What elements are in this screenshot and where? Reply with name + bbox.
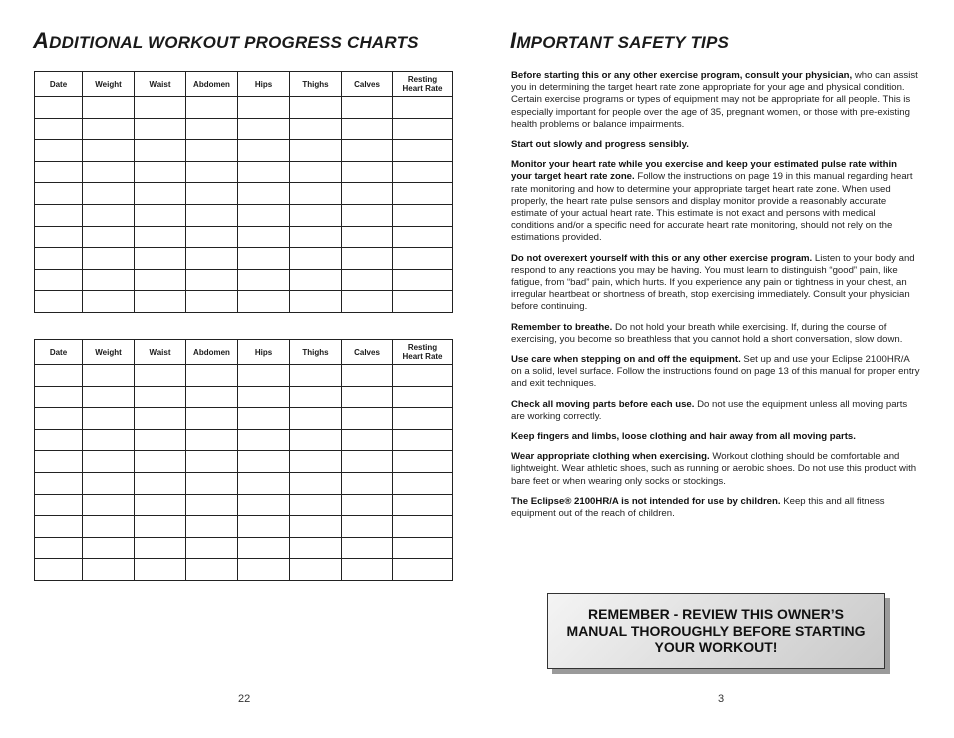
chart-cell [238, 269, 290, 291]
chart-cell [186, 97, 238, 119]
chart-cell [290, 97, 342, 119]
safety-tip-body: Follow the instructions on page 19 in this manual regarding heart rate monitoring and how to determine your appropriate target heart rate zone. When used properly, the heart rate pulse sensors and display monitor provide a reasonably accurate estimate of your actual heart rate. This estimate is not exact and persons with medical conditions and/or a specific need for accurate heart rate monitoring, should not rely on the estimations provided. [511, 171, 913, 244]
chart-header-cell: Weight [83, 72, 135, 97]
chart-cell [35, 204, 83, 226]
chart-cell [186, 183, 238, 205]
chart-row [35, 204, 453, 226]
left-title-initial: A [33, 28, 50, 53]
chart-cell [135, 429, 186, 451]
safety-tip-heading: Remember to breathe. [511, 321, 613, 333]
chart-header-cell: Calves [342, 72, 393, 97]
chart-cell [342, 97, 393, 119]
chart-header-cell: Abdomen [186, 72, 238, 97]
chart-cell [135, 118, 186, 140]
safety-tip-body: who can assist you in determining the target heart rate zone appropriate for your age and physical condition. Certain exercise programs or types of equipment may not be appropriate for all people. This is especially important for people over the age of 35, pregnant women, or those with pre-existing health problems or balance impairments. [511, 70, 918, 130]
chart-cell [290, 291, 342, 313]
chart-cell [290, 559, 342, 581]
chart-cell [393, 248, 453, 270]
safety-tip-body: Keep this and all fitness equipment out of the reach of children. [511, 495, 885, 520]
chart-cell [135, 226, 186, 248]
chart-header-cell: Waist [135, 72, 186, 97]
chart-cell [35, 183, 83, 205]
chart-cell [342, 183, 393, 205]
chart-cell [83, 451, 135, 473]
chart-row [35, 248, 453, 270]
chart-cell [135, 97, 186, 119]
chart-cell [290, 408, 342, 430]
safety-tips-list [511, 70, 920, 528]
chart-cell [393, 516, 453, 538]
right-page-number: 3 [718, 693, 725, 705]
chart-row [35, 226, 453, 248]
chart-cell [83, 140, 135, 162]
chart-cell [83, 226, 135, 248]
chart-cell [342, 472, 393, 494]
chart-cell [186, 559, 238, 581]
chart-cell [135, 451, 186, 473]
chart-cell [83, 559, 135, 581]
safety-tip [511, 354, 920, 391]
chart-cell [290, 161, 342, 183]
chart-cell [135, 494, 186, 516]
chart-cell [135, 559, 186, 581]
chart-cell [186, 429, 238, 451]
chart-cell [290, 183, 342, 205]
chart-cell [35, 472, 83, 494]
chart-cell [290, 537, 342, 559]
chart-cell [393, 291, 453, 313]
chart-cell [342, 269, 393, 291]
chart-row [35, 472, 453, 494]
chart-header-cell: Date [35, 72, 83, 97]
chart-cell [290, 494, 342, 516]
chart-cell [238, 472, 290, 494]
chart-cell [393, 537, 453, 559]
chart-cell [342, 248, 393, 270]
chart-cell [238, 226, 290, 248]
chart-cell [238, 451, 290, 473]
safety-tip-heading: Keep fingers and limbs, loose clothing and hair away from all moving parts. [511, 431, 856, 443]
chart-cell [186, 537, 238, 559]
chart-cell [290, 386, 342, 408]
chart-cell [290, 140, 342, 162]
reminder-text: REMEMBER - REVIEW THIS OWNER’S MANUAL THOROUGHLY BEFORE STARTING YOUR WORKOUT! [566, 606, 866, 656]
chart-cell [186, 291, 238, 313]
chart-cell [290, 365, 342, 387]
chart-cell [290, 248, 342, 270]
chart-cell [238, 140, 290, 162]
chart-header-cell: Calves [342, 340, 393, 365]
chart-cell [35, 161, 83, 183]
chart-header-cell: Resting Heart Rate [393, 72, 453, 97]
chart-cell [83, 408, 135, 430]
chart-cell [135, 161, 186, 183]
chart-cell [238, 161, 290, 183]
chart-cell [35, 291, 83, 313]
safety-tip-heading: Wear appropriate clothing when exercising. [511, 451, 710, 463]
safety-tip [511, 139, 920, 151]
chart-cell [35, 365, 83, 387]
chart-cell [342, 451, 393, 473]
chart-cell [290, 472, 342, 494]
chart-cell [393, 161, 453, 183]
chart-cell [393, 559, 453, 581]
chart-cell [35, 226, 83, 248]
chart-cell [135, 516, 186, 538]
progress-chart-1 [34, 71, 453, 313]
chart-cell [342, 365, 393, 387]
chart-row [35, 291, 453, 313]
chart-cell [290, 269, 342, 291]
chart-cell [35, 248, 83, 270]
chart-cell [83, 537, 135, 559]
chart-cell [83, 269, 135, 291]
chart-header-cell: Thighs [290, 72, 342, 97]
safety-tip [511, 159, 920, 244]
safety-tip-heading: The Eclipse® 2100HR/A is not intended for use by children. [511, 495, 781, 507]
left-page-number: 22 [238, 693, 251, 705]
chart-cell [83, 291, 135, 313]
left-page-title [33, 28, 419, 54]
chart-cell [393, 269, 453, 291]
safety-tip-heading: Do not overexert yourself with this or any other exercise program. [511, 252, 813, 264]
chart-cell [290, 429, 342, 451]
chart-cell [35, 516, 83, 538]
chart-cell [342, 559, 393, 581]
chart-cell [135, 269, 186, 291]
safety-tip [511, 253, 920, 314]
chart-cell [83, 183, 135, 205]
chart-cell [35, 97, 83, 119]
chart-cell [238, 386, 290, 408]
chart-row [35, 386, 453, 408]
right-page-title [510, 28, 729, 54]
chart-row [35, 559, 453, 581]
chart-cell [35, 140, 83, 162]
chart-cell [35, 451, 83, 473]
chart-cell [393, 472, 453, 494]
chart-cell [83, 118, 135, 140]
chart-cell [238, 408, 290, 430]
chart-cell [186, 472, 238, 494]
chart-cell [393, 494, 453, 516]
chart-cell [393, 97, 453, 119]
chart-cell [83, 97, 135, 119]
chart-cell [135, 472, 186, 494]
chart-cell [238, 494, 290, 516]
chart-header-cell: Waist [135, 340, 186, 365]
chart-cell [342, 118, 393, 140]
chart-header-cell: Weight [83, 340, 135, 365]
safety-tip [511, 496, 920, 520]
chart-cell [342, 140, 393, 162]
progress-chart-2 [34, 339, 453, 581]
chart-cell [238, 516, 290, 538]
safety-tip-heading: Monitor your heart rate while you exercise and keep your estimated pulse rate within your target heart rate zone. [511, 159, 897, 183]
chart-cell [35, 118, 83, 140]
chart-row [35, 97, 453, 119]
chart-cell [342, 494, 393, 516]
chart-cell [342, 516, 393, 538]
chart-cell [83, 365, 135, 387]
chart-row [35, 451, 453, 473]
chart-cell [342, 408, 393, 430]
chart-cell [342, 161, 393, 183]
chart-cell [393, 118, 453, 140]
chart-cell [393, 140, 453, 162]
chart-cell [83, 204, 135, 226]
chart-cell [393, 451, 453, 473]
chart-cell [238, 204, 290, 226]
chart-header-cell: Hips [238, 340, 290, 365]
chart-cell [393, 386, 453, 408]
chart-cell [186, 269, 238, 291]
chart-cell [83, 386, 135, 408]
chart-cell [83, 248, 135, 270]
chart-cell [186, 451, 238, 473]
chart-header-cell: Abdomen [186, 340, 238, 365]
chart-cell [186, 118, 238, 140]
safety-tip-body: Do not hold your breath while exercising. If, during the course of exercising, you become so breathless that you cannot hold a short conversation, slow down. [511, 321, 903, 345]
safety-tip [511, 431, 920, 443]
chart-cell [290, 204, 342, 226]
safety-tip-heading: Before starting this or any other exercise program, consult your physician, [511, 70, 853, 81]
safety-tip [511, 322, 920, 346]
chart-cell [238, 118, 290, 140]
chart-cell [342, 429, 393, 451]
chart-cell [186, 248, 238, 270]
safety-tip [511, 451, 920, 488]
chart-row [35, 140, 453, 162]
chart-cell [35, 408, 83, 430]
chart-cell [135, 140, 186, 162]
safety-tip-heading: Use care when stepping on and off the equipment. [511, 354, 741, 366]
chart-cell [342, 386, 393, 408]
chart-cell [342, 226, 393, 248]
right-title-rest: MPORTANT SAFETY TIPS [516, 33, 730, 52]
chart-cell [238, 97, 290, 119]
chart-cell [238, 559, 290, 581]
chart-cell [186, 204, 238, 226]
chart-row [35, 365, 453, 387]
chart-header-cell: Date [35, 340, 83, 365]
chart-row [35, 429, 453, 451]
chart-cell [342, 204, 393, 226]
safety-tip-body: Workout clothing should be comfortable and lightweight. Wear athletic shoes, such as running or aerobic shoes. Do not use this product with bare feet or when wearing only socks or stockings. [511, 451, 917, 487]
chart-cell [342, 291, 393, 313]
chart-cell [83, 161, 135, 183]
safety-tip-heading: Check all moving parts before each use. [511, 398, 695, 410]
chart-cell [238, 365, 290, 387]
chart-cell [393, 408, 453, 430]
chart-cell [393, 429, 453, 451]
chart-cell [135, 204, 186, 226]
chart-cell [238, 183, 290, 205]
chart-cell [35, 494, 83, 516]
safety-tip [511, 399, 920, 423]
chart-cell [393, 183, 453, 205]
chart-row [35, 408, 453, 430]
chart-cell [290, 118, 342, 140]
chart-cell [238, 429, 290, 451]
chart-cell [186, 140, 238, 162]
chart-header-cell: Resting Heart Rate [393, 340, 453, 365]
safety-tip-heading: Start out slowly and progress sensibly. [511, 139, 689, 151]
reminder-box [547, 593, 885, 669]
chart-header-cell: Hips [238, 72, 290, 97]
chart-cell [135, 408, 186, 430]
chart-cell [35, 429, 83, 451]
chart-cell [83, 472, 135, 494]
chart-cell [393, 365, 453, 387]
chart-cell [186, 365, 238, 387]
chart-cell [186, 516, 238, 538]
chart-row [35, 516, 453, 538]
chart-row [35, 537, 453, 559]
chart-cell [290, 451, 342, 473]
chart-cell [83, 429, 135, 451]
chart-cell [186, 226, 238, 248]
safety-tip [511, 70, 920, 131]
chart-cell [238, 248, 290, 270]
safety-tip-body: Do not use the equipment unless all moving parts are working correctly. [511, 398, 908, 422]
chart-cell [35, 559, 83, 581]
chart-cell [83, 516, 135, 538]
chart-cell [135, 386, 186, 408]
chart-cell [35, 537, 83, 559]
chart-cell [186, 408, 238, 430]
chart-cell [135, 365, 186, 387]
chart-cell [290, 516, 342, 538]
chart-row [35, 494, 453, 516]
chart-cell [186, 386, 238, 408]
chart-cell [35, 269, 83, 291]
chart-cell [290, 226, 342, 248]
chart-cell [186, 161, 238, 183]
chart-header-cell: Thighs [290, 340, 342, 365]
chart-cell [135, 248, 186, 270]
right-title-initial: I [510, 28, 517, 53]
chart-cell [238, 291, 290, 313]
chart-cell [393, 226, 453, 248]
chart-cell [186, 494, 238, 516]
chart-cell [35, 386, 83, 408]
chart-row [35, 183, 453, 205]
chart-row [35, 161, 453, 183]
safety-tip-body: Listen to your body and respond to any reactions you may be having. You must learn to distinguish “good” pain, like fatigue, from “bad” pain, which hurts. If you experience any pain or tightness in your chest, an irregular heartbeat or shortness of breath, stop exercising immediately. Consult your physician before continuing. [511, 252, 915, 313]
chart-cell [135, 291, 186, 313]
chart-row [35, 118, 453, 140]
chart-cell [135, 537, 186, 559]
safety-tip-body: Set up and use your Eclipse 2100HR/A on a solid, level surface. Follow the instructions found on page 13 of this manual for proper entry and exit techniques. [511, 354, 920, 390]
chart-row [35, 269, 453, 291]
chart-cell [393, 204, 453, 226]
chart-cell [83, 494, 135, 516]
chart-cell [238, 537, 290, 559]
chart-cell [342, 537, 393, 559]
left-title-rest: DDITIONAL WORKOUT PROGRESS CHARTS [49, 33, 419, 52]
chart-cell [135, 183, 186, 205]
